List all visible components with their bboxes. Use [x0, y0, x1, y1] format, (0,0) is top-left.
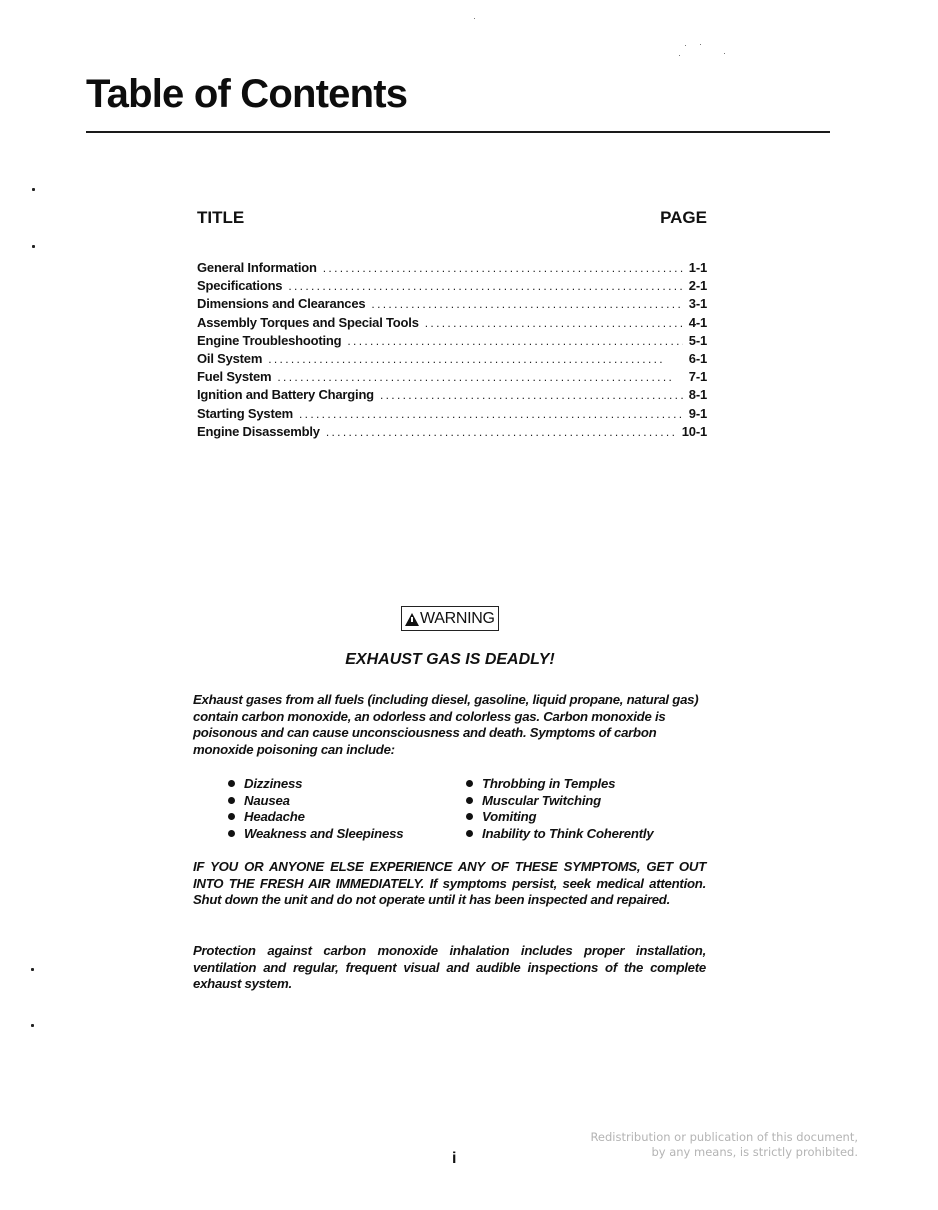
warning-triangle-icon — [405, 613, 419, 626]
bullet-icon — [466, 780, 473, 787]
page-number: i — [452, 1150, 457, 1167]
scan-speck — [679, 55, 680, 56]
toc-entry-page: 1-1 — [688, 260, 707, 275]
scan-mark — [31, 1024, 34, 1027]
dot-leader — [380, 386, 683, 404]
toc-entry[interactable] — [197, 295, 707, 313]
toc-entry-page: 6-1 — [688, 350, 707, 366]
scan-speck — [685, 45, 686, 46]
copyright-notice — [590, 1130, 858, 1159]
toc-entry-label: Specifications — [197, 278, 283, 294]
symptom-item — [466, 792, 688, 809]
symptom-text: Vomiting — [482, 809, 537, 825]
warning-label-text: WARNING — [420, 610, 495, 627]
bullet-icon — [466, 830, 473, 837]
toc-entry-page: 9-1 — [688, 405, 707, 421]
symptom-item — [228, 775, 466, 792]
warning-headline — [0, 650, 900, 670]
dot-leader — [326, 423, 676, 441]
warning-intro-paragraph: Exhaust gases from all fuels (including diesel, gasoline, liquid propane, natural gas) contain carbon monoxide, an odorless and colorless gas. Carbon monoxide is poisonous and can cause unconsciousness and death. Symptoms of carbon monoxide poisoning can include: — [193, 692, 699, 758]
toc-column-title: TITLE — [197, 208, 245, 227]
toc-entry[interactable] — [197, 423, 707, 441]
toc-entry-page: 2-1 — [688, 278, 707, 294]
dot-leader — [288, 277, 682, 295]
symptom-text: Dizziness — [244, 775, 303, 791]
toc-entry-label: Dimensions and Clearances — [197, 296, 366, 312]
toc-entry-page: 4-1 — [688, 314, 707, 330]
symptom-text: Headache — [244, 809, 305, 825]
warning-protection-paragraph: Protection against carbon monoxide inhalation includes proper installation, ventilation and regular, frequent visual and audible inspections of the complete exhaust system. — [193, 943, 706, 992]
dot-leader — [268, 350, 683, 368]
toc-entry-page: 7-1 — [688, 369, 707, 385]
symptom-item — [228, 808, 466, 825]
symptom-item — [228, 792, 466, 809]
toc-entry-label: Engine Troubleshooting — [197, 332, 342, 348]
symptom-text: Throbbing in Temples — [482, 775, 616, 791]
toc-entry-label: Engine Disassembly — [197, 423, 320, 439]
dot-leader — [323, 259, 683, 277]
symptom-text: Muscular Twitching — [482, 792, 602, 808]
toc-entry-label: General Information — [197, 260, 317, 275]
toc-entry-label: Assembly Torques and Special Tools — [197, 314, 419, 330]
toc-entry[interactable] — [197, 259, 707, 277]
toc-entry[interactable] — [197, 368, 707, 386]
bullet-icon — [466, 813, 473, 820]
toc-entry[interactable] — [197, 332, 707, 350]
scan-mark — [32, 188, 35, 191]
toc-entry[interactable] — [197, 386, 707, 404]
warning-action-text: If symptoms persist, seek medical attention. Shut down the unit and do not operate until it has been inspected and repaired. — [193, 875, 707, 908]
toc-header — [197, 207, 707, 229]
symptom-item — [228, 825, 466, 842]
bullet-icon — [228, 830, 235, 837]
scan-speck — [700, 44, 701, 45]
title-divider — [86, 131, 830, 133]
warning-headline-text: EXHAUST GAS IS DEADLY! — [345, 651, 555, 668]
toc-entry[interactable] — [197, 314, 707, 332]
symptom-item — [466, 775, 688, 792]
notice-line: Redistribution or publication of this document, — [590, 1130, 858, 1144]
toc-entry[interactable] — [197, 405, 707, 423]
toc-entry-page: 3-1 — [688, 296, 707, 312]
page-title: Table of Contents — [86, 72, 408, 116]
bullet-icon — [466, 797, 473, 804]
dot-leader — [371, 295, 682, 313]
notice-line: by any means, is strictly prohibited. — [651, 1144, 858, 1159]
dot-leader — [425, 314, 683, 332]
symptom-text: Nausea — [244, 792, 290, 808]
toc-entry-page: 10-1 — [681, 423, 707, 439]
toc-entry-label: Fuel System — [197, 369, 272, 385]
table-of-contents — [197, 207, 707, 441]
dot-leader — [277, 368, 682, 386]
scan-speck — [724, 53, 725, 54]
toc-entry[interactable] — [197, 277, 707, 295]
toc-entry-label: Starting System — [197, 405, 293, 421]
scan-speck — [474, 18, 475, 19]
symptoms-list — [228, 775, 688, 842]
toc-entry-label: Oil System — [197, 350, 263, 366]
warning-action-emphasis: IF YOU OR ANYONE ELSE EXPERIENCE ANY OF THESE SYMPTOMS, GET OUT INTO THE FRESH AIR IMMEDIATELY. — [193, 859, 706, 891]
toc-entry-page: 5-1 — [688, 332, 707, 348]
toc-entry[interactable] — [197, 350, 707, 368]
scan-mark — [32, 245, 35, 248]
symptom-text: Weakness and Sleepiness — [244, 825, 404, 841]
scan-mark — [31, 968, 34, 971]
symptom-text: Inability to Think Coherently — [482, 825, 654, 841]
toc-entry-label: Ignition and Battery Charging — [197, 387, 374, 403]
warning-label — [401, 606, 499, 631]
bullet-icon — [228, 797, 235, 804]
toc-column-page: PAGE — [660, 208, 707, 227]
bullet-icon — [228, 813, 235, 820]
toc-entry-page: 8-1 — [688, 387, 707, 403]
warning-action-paragraph — [193, 859, 706, 909]
symptom-item — [466, 825, 688, 842]
symptom-item — [466, 808, 688, 825]
dot-leader — [347, 332, 682, 350]
bullet-icon — [228, 780, 235, 787]
dot-leader — [299, 405, 683, 423]
